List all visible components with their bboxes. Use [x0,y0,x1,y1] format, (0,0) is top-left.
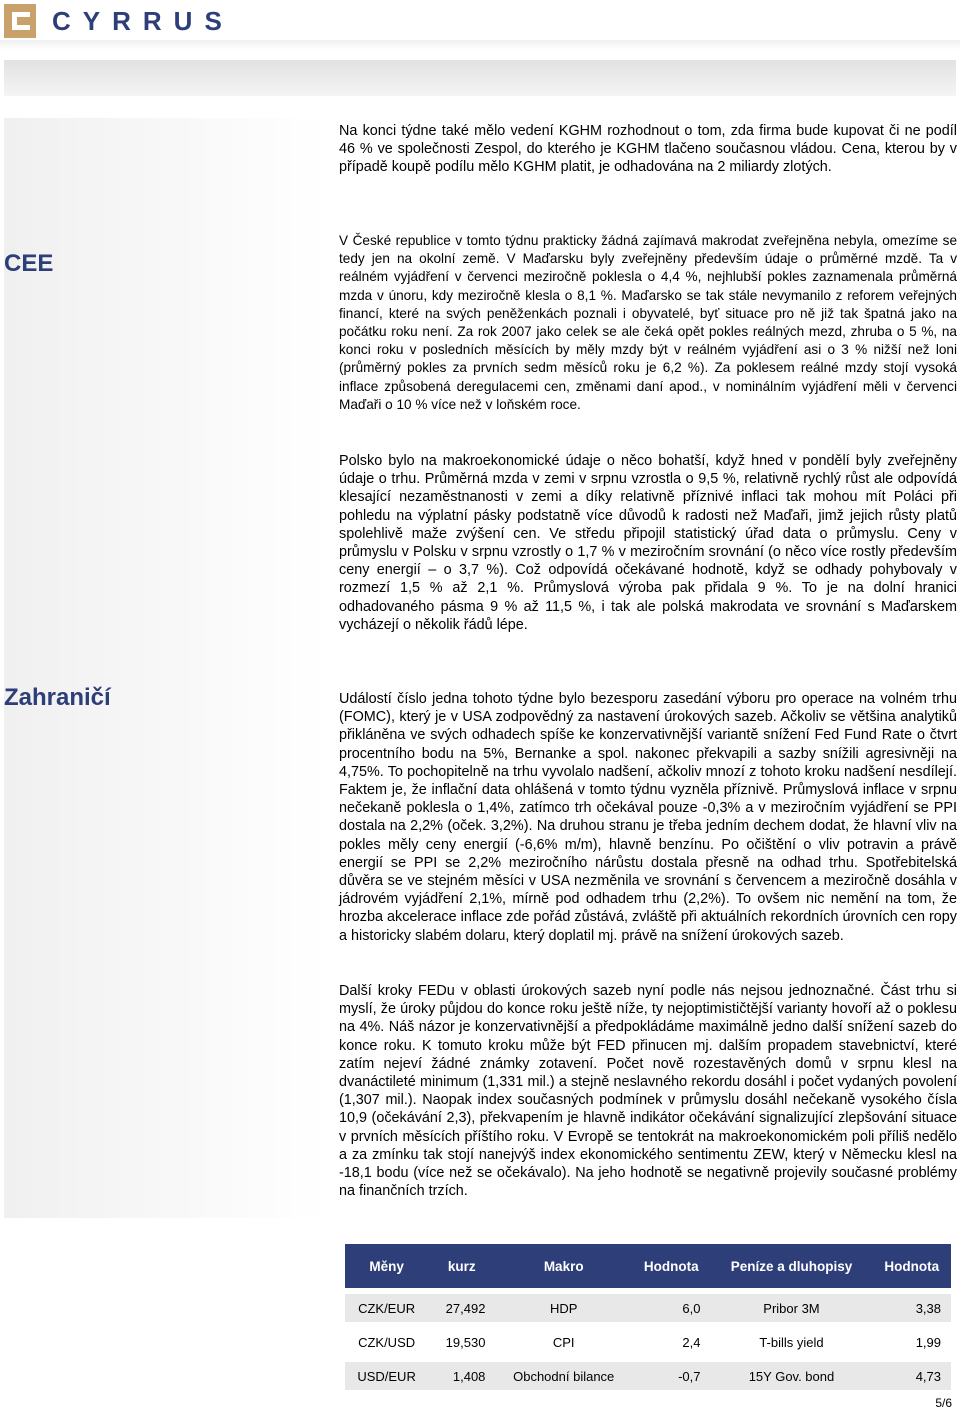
table-cell: HDP [495,1294,632,1322]
table-cell: 15Y Gov. bond [710,1362,872,1390]
paragraph-kghm: Na konci týdne také mělo vedení KGHM rozhodnout o tom, zda firma bude kupovat či ne podíl 46 % ve společnosti Zespol, do kterého je KGHM tlačeno současnou vládou. Cena, kterou by v případě koupě podílu mělo KGHM platit, je odhadována na 2 miliardy zlotých. [339,123,957,176]
header-money-bonds: Peníze a dluhopisy [710,1244,872,1288]
table-cell: USD/EUR [345,1362,428,1390]
cyrrus-logo-icon [4,4,36,38]
table-cell: CPI [552,1334,575,1350]
table-cell: 6,0 [632,1294,710,1322]
table-header-row [345,1244,951,1288]
section-label-cee: CEE [4,250,54,277]
page-header [0,0,960,46]
page-number: 5/6 [935,1396,952,1410]
table-row [345,1362,951,1390]
header-rule [0,40,960,50]
section-label-foreign: Zahraničí [4,684,111,711]
paragraph-fed-outlook: Další kroky FEDu v oblasti úrokových sazeb nyní podle nás nejsou jednoznačné. Část trhu si myslí, že úroky půjdou do konce roku ještě níže, ty nejoptimističtější varianty hovoří až o poklesu na 4%. Náš názor je konzervativnější a předpokládáme maximálně jedno další snížení sazeb do konce roku. K tomuto kroku může být FED přinucen mj. dalším propadem stavebnictví, které zatím nejeví žádné známky zotavení. Počet nově rozestavěných domů v srpnu klesl na dvanáctileté minimum (1,331 mil.) a stejně neslavného rekordu dosáhl i počet vydaných povolení (1,307 mil.). Naopak index současných podmínek v průmyslu dosáhl nečekaně vysokého čísla 10,9 (očekávání 2,3), překvapením je hlavně indikátor očekávání signalizující zlepšování situace v prvních měsících příštího roku. V Evropě se tentokrát na makroekonomickém poli příliš nedělo a za zmínku tak stojí nanejvýš index ekonomického sentimentu ZEW, který v Německu klesl na -18,1 bodu (více než se očekávalo). Na jeho hodnotě se negativně projevily současné problémy na finančních trzích. [339,983,957,1200]
header-value: Hodnota [632,1244,710,1288]
table-row [345,1294,951,1322]
market-data-table [345,1238,951,1396]
table-cell: CZK/EUR [345,1294,428,1322]
table-cell: 1,99 [915,1334,941,1350]
table-cell: T-bills yield [759,1334,824,1350]
table-cell: 2,4 [682,1334,701,1350]
paragraph-cee-hungary: V České republice v tomto týdnu prakticky žádná zajímavá makrodat zveřejněna nebyla, omezíme se tedy jen na okolní země. V Maďarsku byly zveřejněny především údaje o průměrné mzdě. Ta v reálném vyjádření v červenci meziročně poklesla o 4,4 %, nejhlubší pokles zaznamenala průměrná mzda v únoru, kdy meziročně klesla o 8,1 %. Maďarsko se tak stále nevymanilo z reforem veřejných financí, které na svých peněženkách poznali i obyvatelé, byť situace pro ně již tak špatná jako na počátku roku není. Za rok 2007 jako celek se ale čeká opět pokles reálných mezd, zhruba o 5 %, na konci roku v posledních měsících by měly mzdy být v reálném vyjádření asi o 3 % nižší než loni (průměrný pokles za prvních sedm měsíců roku je 6,2 %). Za poklesem reálné mzdy stojí vysoká inflace způsobená deregulacemi cen, změnami daní apod., v nominálním vyjádření měli v červenci Maďaři o 10 % více než v loňském roce. [339,233,957,412]
table-cell: -0,7 [632,1362,710,1390]
left-column-shade [4,118,326,1218]
paragraph-fomc: Událostí číslo jedna tohoto týdne bylo bezesporu zasedání výboru pro operace na volném trhu (FOMC), který je v USA zodpovědný za nastavení úrokových sazeb. Ačkoliv se většina analytiků přikláněna ve svých odhadech spíše ke konzervativnější variantě snížení Fed Fund Rate o čtvrt procentního bodu na 5%, Bernanke a spol. nakonec překvapili a sazby snížili agresivněji na 4,75%. To pochopitelně na trhu vyvolalo nadšení, ačkoliv mnozí z tohoto kroku nadšení nesdílejí. Faktem je, že inflační data ohlášená v tomto týdnu vyzněla příznivě. Průmyslová inflace v srpnu nečekaně poklesla o 1,4%, zatímco trh očekával pouze -0,3% a v meziročním vyjádření se PPI dostala na 2,2% (oček. 3,2%). Na druhou stranu je třeba jedním dechem dodat, že hlavní vliv na pokles měly ceny energií (-6,6% m/m), hlavně benzínu. Po očištění o vliv potravin a právě energií se PPI se 2,2% meziročního nárůstu dostala přesně na odhad trhu. Spotřebitelská důvěra se ve stejném měsíci v USA nezměnila ve srovnání s červencem a meziročně dosáhla v jádrovém vyjádření 2,1%, mírně pod odhadem trhu (2,2%). To ovšem nic nemění na tom, že hrozba akcelerace inflace zde pořád zůstává, zvláště při aktuálních rekordních úrovních cen ropy a historicky slabém dolaru, který doplatil mj. právě na snížení úrokových sazeb. [339,691,957,944]
paragraph-poland: Polsko bylo na makroekonomické údaje o něco bohatší, když hned v pondělí byly zveřejněny údaje o trhu. Průměrná mzda v zemi v srpnu vzrostla o 9,5 %, relativně rychlý růst ale odpovídá klesající nezaměstnanosti v zemi a díky relativně příznivé inflaci tak mohou mít Poláci při pohledu na výplatní pásky podstatně více důvodů k radosti než Maďaři, jimž jejich růsty platů spolehlivě maže zvýšení cen. Ve středu připojil statistický úřad data o průmyslu. Ceny v průmyslu v Polsku v srpnu vzrostly o 1,7 % v meziročním srovnání (o něco více rostly především ceny energií – o 3,7 %). Což odpovídá očekávané hodnotě, když se odhady pohybovaly v rozmezí 1,5 % až 2,1 %. Průmyslová výroba pak přidala 9 %. To je na dolní hranici odhadovaného pásma 9 % až 11,5 %, i tak ale polská makrodata ve srovnání s Maďarskem vycházejí o několik řádů lépe. [339,453,957,633]
table-cell: 4,73 [872,1362,951,1390]
table-cell: Obchodní bilance [495,1362,632,1390]
table-cell: 3,38 [872,1294,951,1322]
table-cell: 27,492 [428,1294,495,1322]
header-rate: kurz [428,1244,495,1288]
header-currencies: Měny [345,1244,428,1288]
brand-name: CYRRUS [52,6,234,36]
table-cell: CZK/USD [358,1334,416,1350]
table-row [345,1328,951,1356]
table-cell: 1,408 [428,1362,495,1390]
header-value-2: Hodnota [872,1244,951,1288]
header-macro: Makro [495,1244,632,1288]
table-cell: Pribor 3M [710,1294,872,1322]
top-bar [4,60,956,96]
table-cell: 19,530 [445,1334,486,1350]
